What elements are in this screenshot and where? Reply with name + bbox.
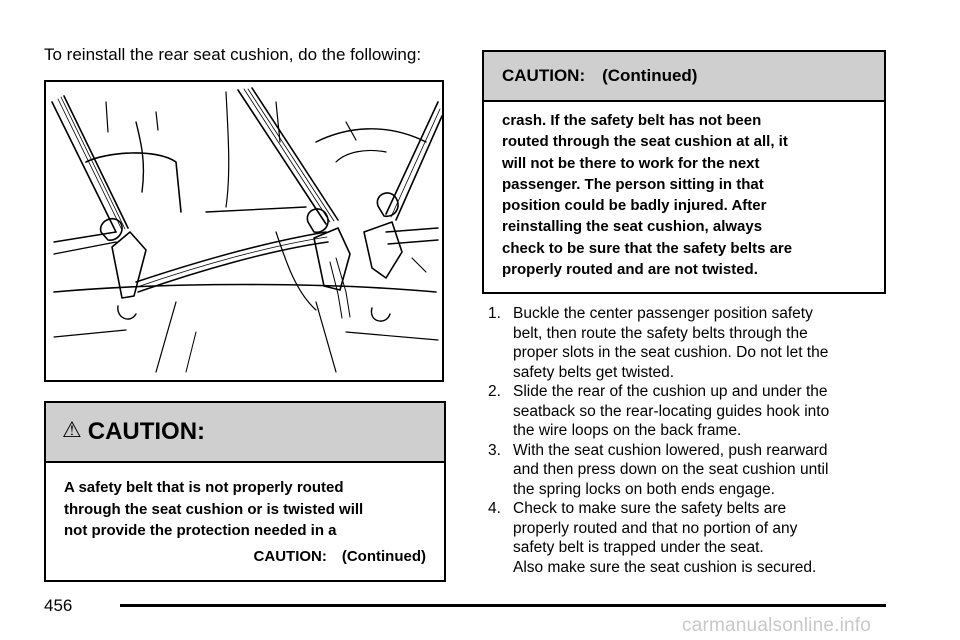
step-line: safety belts get twisted. bbox=[513, 363, 675, 381]
caution-continued-body bbox=[484, 102, 884, 280]
step-line: seatback so the rear-locating guides hook into bbox=[513, 402, 830, 420]
step-item bbox=[488, 304, 898, 382]
caution-title: CAUTION: bbox=[87, 418, 206, 445]
caution-line: will not be there to work for the next bbox=[502, 154, 760, 172]
seat-belt-illustration bbox=[44, 80, 444, 382]
step-line: belt, then route the safety belts through the bbox=[513, 324, 808, 342]
caution-line: check to be sure that the safety belts are bbox=[502, 239, 793, 257]
watermark: carmanualsonline.info bbox=[682, 615, 872, 636]
caution-box bbox=[44, 401, 446, 582]
caution-line: passenger. The person sitting in that bbox=[502, 175, 764, 193]
steps-list bbox=[488, 304, 898, 577]
caution-continued-header: CAUTION: (Continued) bbox=[484, 52, 884, 102]
step-line: safety belt is trapped under the seat. bbox=[513, 539, 764, 556]
caution-line: A safety belt that is not properly routed bbox=[64, 479, 344, 496]
caution-line: reinstalling the seat cushion, always bbox=[502, 218, 763, 236]
intro-text: To reinstall the rear seat cushion, do the following: bbox=[44, 45, 422, 64]
step-line: With the seat cushion lowered, push rearward bbox=[513, 441, 828, 459]
caution-line: crash. If the safety belt has not been bbox=[502, 112, 762, 129]
step-line: the wire loops on the back frame. bbox=[513, 422, 742, 439]
step-number: 2. bbox=[488, 383, 501, 400]
step-item bbox=[488, 441, 898, 500]
step-line: proper slots in the seat cushion. Do not let the bbox=[513, 344, 829, 361]
caution-line: position could be badly injured. After bbox=[502, 197, 767, 215]
page-number: 456 bbox=[44, 596, 73, 615]
step-line: Slide the rear of the cushion up and under the bbox=[513, 383, 828, 400]
caution-body bbox=[46, 463, 444, 542]
step-line: Also make sure the seat cushion is secured. bbox=[513, 558, 817, 576]
step-line: Check to make sure the safety belts are bbox=[513, 500, 787, 517]
step-line: the spring locks on both ends engage. bbox=[513, 480, 775, 498]
step-item bbox=[488, 382, 898, 441]
caution-line: routed through the seat cushion at all, it bbox=[502, 133, 788, 151]
caution-line: not provide the protection needed in a bbox=[64, 522, 337, 539]
step-item bbox=[488, 499, 898, 577]
caution-header bbox=[46, 403, 444, 463]
step-line: properly routed and that no portion of any bbox=[513, 519, 798, 537]
step-line: Buckle the center passenger position safety bbox=[513, 305, 813, 322]
caution-continued-label: CAUTION: (Continued) bbox=[253, 547, 426, 565]
step-line: and then press down on the seat cushion until bbox=[513, 461, 829, 478]
warning-triangle-icon: ⚠ bbox=[62, 417, 82, 442]
step-number: 3. bbox=[488, 441, 501, 459]
caution-line: properly routed and are not twisted. bbox=[502, 261, 758, 279]
step-number: 1. bbox=[488, 305, 501, 322]
caution-line: through the seat cushion or is twisted will bbox=[64, 500, 364, 518]
step-number: 4. bbox=[488, 500, 501, 517]
caution-continued-box bbox=[482, 50, 886, 294]
footer-rule bbox=[120, 604, 886, 607]
